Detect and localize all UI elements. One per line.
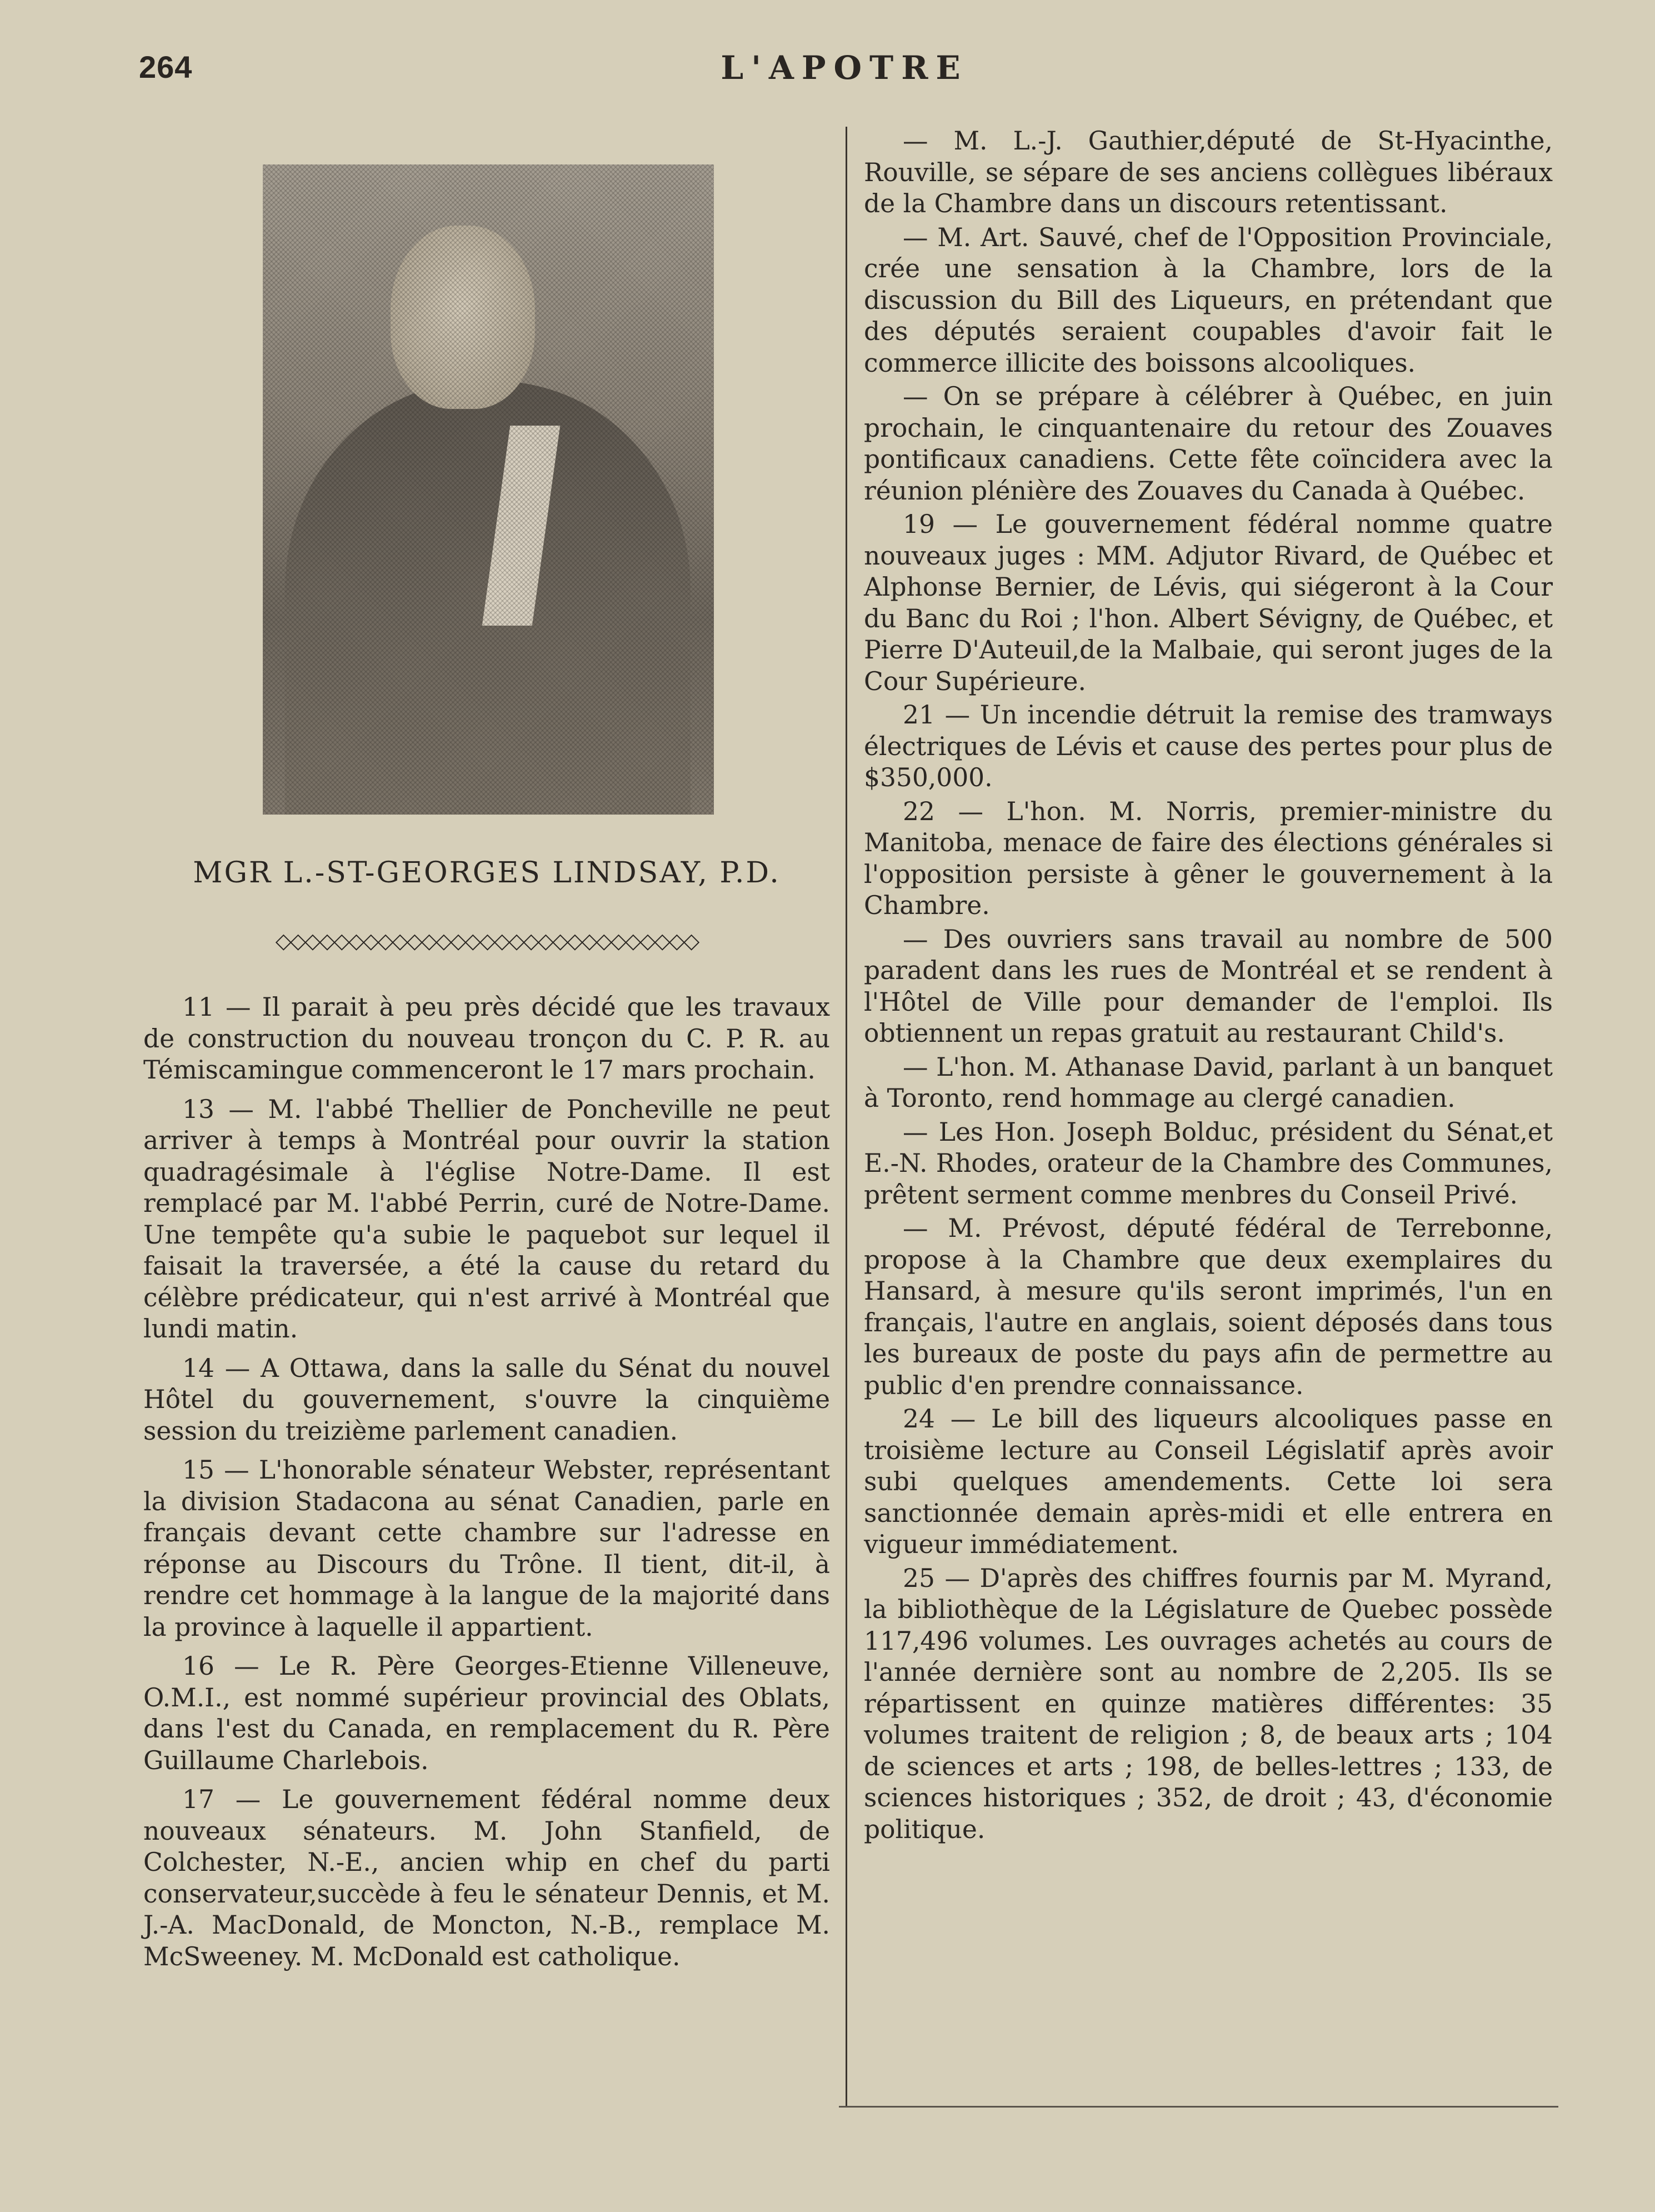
chronicle-entry: 22 — L'hon. M. Norris, premier-ministre du Manitoba, menace de faire des élections générales si l'opposition persiste à gêner le gouvernement à la Chambre. [864,796,1553,920]
left-column [143,164,830,1980]
portrait-head [391,226,535,409]
ornamental-divider: ◇◇◇◇◇◇◇◇◇◇◇◇◇◇◇◇◇◇◇◇◇◇◇◇◇◇◇◇◇ [275,928,698,953]
page-header [139,49,1550,93]
left-entries [143,992,830,1973]
portrait-photo [263,164,714,815]
chronicle-entry: 11 — Il parait à peu près décidé que les travaux de construction du nouveau tronçon du C. P. R. au Témiscamingue commenceront le 17 mars prochain. [143,992,830,1085]
chronicle-entry: 14 — A Ottawa, dans la salle du Sénat du nouvel Hôtel du gouvernement, s'ouvre la cinquième session du treizième parlement canadien. [143,1353,830,1446]
bottom-rule [839,2106,1558,2108]
chronicle-entry: 21 — Un incendie détruit la remise des tramways électriques de Lévis et cause des pertes pour plus de $350,000. [864,700,1553,792]
chronicle-entry: 15 — L'honorable sénateur Webster, représentant la division Stadacona au sénat Canadien, parle en français devant cette chambre sur l'adresse en réponse au Discours du Trône. Il tient, dit-il, à rendre cet hommage à la langue de la majorité dans la province à laquelle il appartient. [143,1455,830,1642]
page-number: 264 [139,49,193,84]
chronicle-entry: — M. Art. Sauvé, chef de l'Opposition Provinciale, crée une sensation à la Chambre, lors de la discussion du Bill des Liqueurs, en prétendant que des députés seraient coupables d'avoir fait le commerce illicite des boissons alcooliques. [864,222,1553,378]
photo-caption: MGR L.-ST-GEORGES LINDSAY, P.D. [193,856,781,890]
chronicle-entry: 13 — M. l'abbé Thellier de Poncheville ne peut arriver à temps à Montréal pour ouvrir la station quadragésimale à l'église Notre-Dame. Il est remplacé par M. l'abbé Perrin, curé de Notre-Dame. Une tempête qu'a subie le paquebot sur lequel il faisait la traversée, a été la cause du retard du célèbre prédicateur, qui n'est arrivé à Montréal que lundi matin. [143,1094,830,1344]
chronicle-entry: 24 — Le bill des liqueurs alcooliques passe en troisième lecture au Conseil Législatif après avoir subi quelques amendements. Cette loi sera sanctionnée demain après-midi et elle entrera en vigueur immédiatement. [864,1404,1553,1559]
chronicle-entry: — Les Hon. Joseph Bolduc, président du Sénat,et E.-N. Rhodes, orateur de la Chambre des Communes, prêtent serment comme menbres du Conseil Privé. [864,1117,1553,1210]
chronicle-entry: — On se prépare à célébrer à Québec, en juin prochain, le cinquantenaire du retour des Zouaves pontificaux canadiens. Cette fête coïncidera avec la réunion plénière des Zouaves du Canada à Québec. [864,382,1553,506]
chronicle-entry: 16 — Le R. Père Georges-Etienne Villeneuve, O.M.I., est nommé supérieur provincial des Oblats, dans l'est du Canada, en remplacement du R. Père Guillaume Charlebois. [143,1651,830,1775]
chronicle-entry: 25 — D'après des chiffres fournis par M. Myrand, la bibliothèque de la Législature de Quebec possède 117,496 volumes. Les ouvrages achetés au cours de l'année dernière sont au nombre de 2,205. Ils se répartissent en quinze matières différentes: 35 volumes traitent de religion ; 8, de beaux arts ; 104 de sciences et arts ; 198, de belles-lettres ; 133, de sciences historiques ; 352, de droit ; 43, d'économie politique. [864,1563,1553,1844]
portrait-collar [482,426,561,626]
chronicle-entry: 17 — Le gouvernement fédéral nomme deux nouveaux sénateurs. M. John Stanfield, de Colchester, N.-E., ancien whip en chef du parti conservateur,succède à feu le sénateur Dennis, et M. J.-A. MacDonald, de Moncton, N.-B., remplace M. McSweeney. M. McDonald est catholique. [143,1785,830,1971]
running-title: L'APOTRE [721,49,968,87]
chronicle-entry: — Des ouvriers sans travail au nombre de 500 paradent dans les rues de Montréal et se rendent à l'Hôtel de Ville pour demander de l'emploi. Ils obtiennent un repas gratuit au restaurant Child's. [864,924,1553,1048]
chronicle-entry: — L'hon. M. Athanase David, parlant à un banquet à Toronto, rend hommage au clergé canadien. [864,1052,1553,1113]
portrait-body [285,381,691,815]
column-divider [846,127,847,2108]
chronicle-entry: 19 — Le gouvernement fédéral nomme quatre nouveaux juges : MM. Adjutor Rivard, de Québec et Alphonse Bernier, de Lévis, qui siégeront à la Cour du Banc du Roi ; l'hon. Albert Sévigny, de Québec, et Pierre D'Auteuil,de la Malbaie, qui seront juges de la Cour Supérieure. [864,510,1553,696]
chronicle-entry: — M. L.-J. Gauthier,député de St-Hyacinthe, Rouville, se sépare de ses anciens collègues libéraux de la Chambre dans un discours retentissant. [864,126,1553,218]
chronicle-entry: — M. Prévost, député fédéral de Terrebonne, propose à la Chambre que deux exemplaires du Hansard, à mesure qu'ils seront imprimés, l'un en français, l'autre en anglais, soient déposés dans tous les bureaux de poste du pays afin de permettre au public d'en prendre connaissance. [864,1214,1553,1400]
right-column [864,126,1553,1848]
